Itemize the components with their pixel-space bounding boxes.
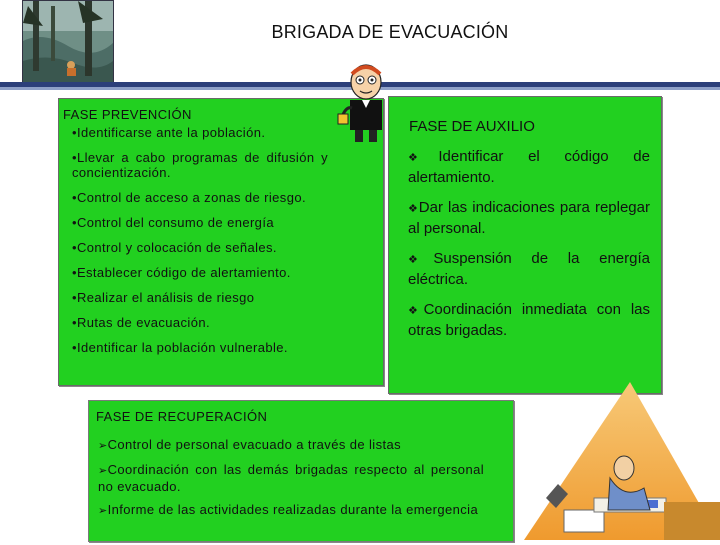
prevencion-heading: FASE PREVENCIÓN <box>63 107 192 122</box>
prevencion-item: • Llevar a cabo programas de difusión y concientización. <box>72 150 328 180</box>
recuperacion-item: ➢ Control de personal evacuado a través de listas <box>98 437 484 454</box>
flood-rescue-photo <box>22 0 114 90</box>
prevencion-item: • Identificarse ante la población. <box>72 125 328 140</box>
auxilio-item: ❖ Coordinación inmediata con las otras brigadas. <box>408 300 650 340</box>
prevencion-item: • Realizar el análisis de riesgo <box>72 290 328 305</box>
auxilio-heading: FASE DE AUXILIO <box>409 118 535 135</box>
page-title: BRIGADA DE EVACUACIÓN <box>271 22 509 42</box>
cartoon-man-icon <box>336 62 396 146</box>
recuperacion-list <box>98 437 484 527</box>
office-worker-triangle-icon <box>524 380 720 540</box>
recuperacion-box <box>88 400 514 542</box>
prevencion-item: • Establecer código de alertamiento. <box>72 265 328 280</box>
recuperacion-item: ➢ Coordinación con las demás brigadas respecto al personal no evacuado. <box>98 462 484 494</box>
auxilio-item: ❖ Identificar el código de alertamiento. <box>408 147 650 187</box>
prevencion-list <box>72 125 328 365</box>
auxilio-item: ❖ Suspensión de la energía eléctrica. <box>408 249 650 289</box>
recuperacion-heading: FASE DE RECUPERACIÓN <box>96 409 268 424</box>
auxilio-box <box>388 96 662 394</box>
prevencion-item: • Rutas de evacuación. <box>72 315 328 330</box>
prevencion-item: • Control y colocación de señales. <box>72 240 328 255</box>
auxilio-item: ❖ Dar las indicaciones para replegar al personal. <box>408 198 650 238</box>
prevencion-item: • Control de acceso a zonas de riesgo. <box>72 190 328 205</box>
auxilio-list <box>408 147 650 351</box>
prevencion-item: • Identificar la población vulnerable. <box>72 340 328 355</box>
recuperacion-item: ➢ Informe de las actividades realizadas durante la emergencia <box>98 502 484 519</box>
prevencion-item: • Control del consumo de energía <box>72 215 328 230</box>
